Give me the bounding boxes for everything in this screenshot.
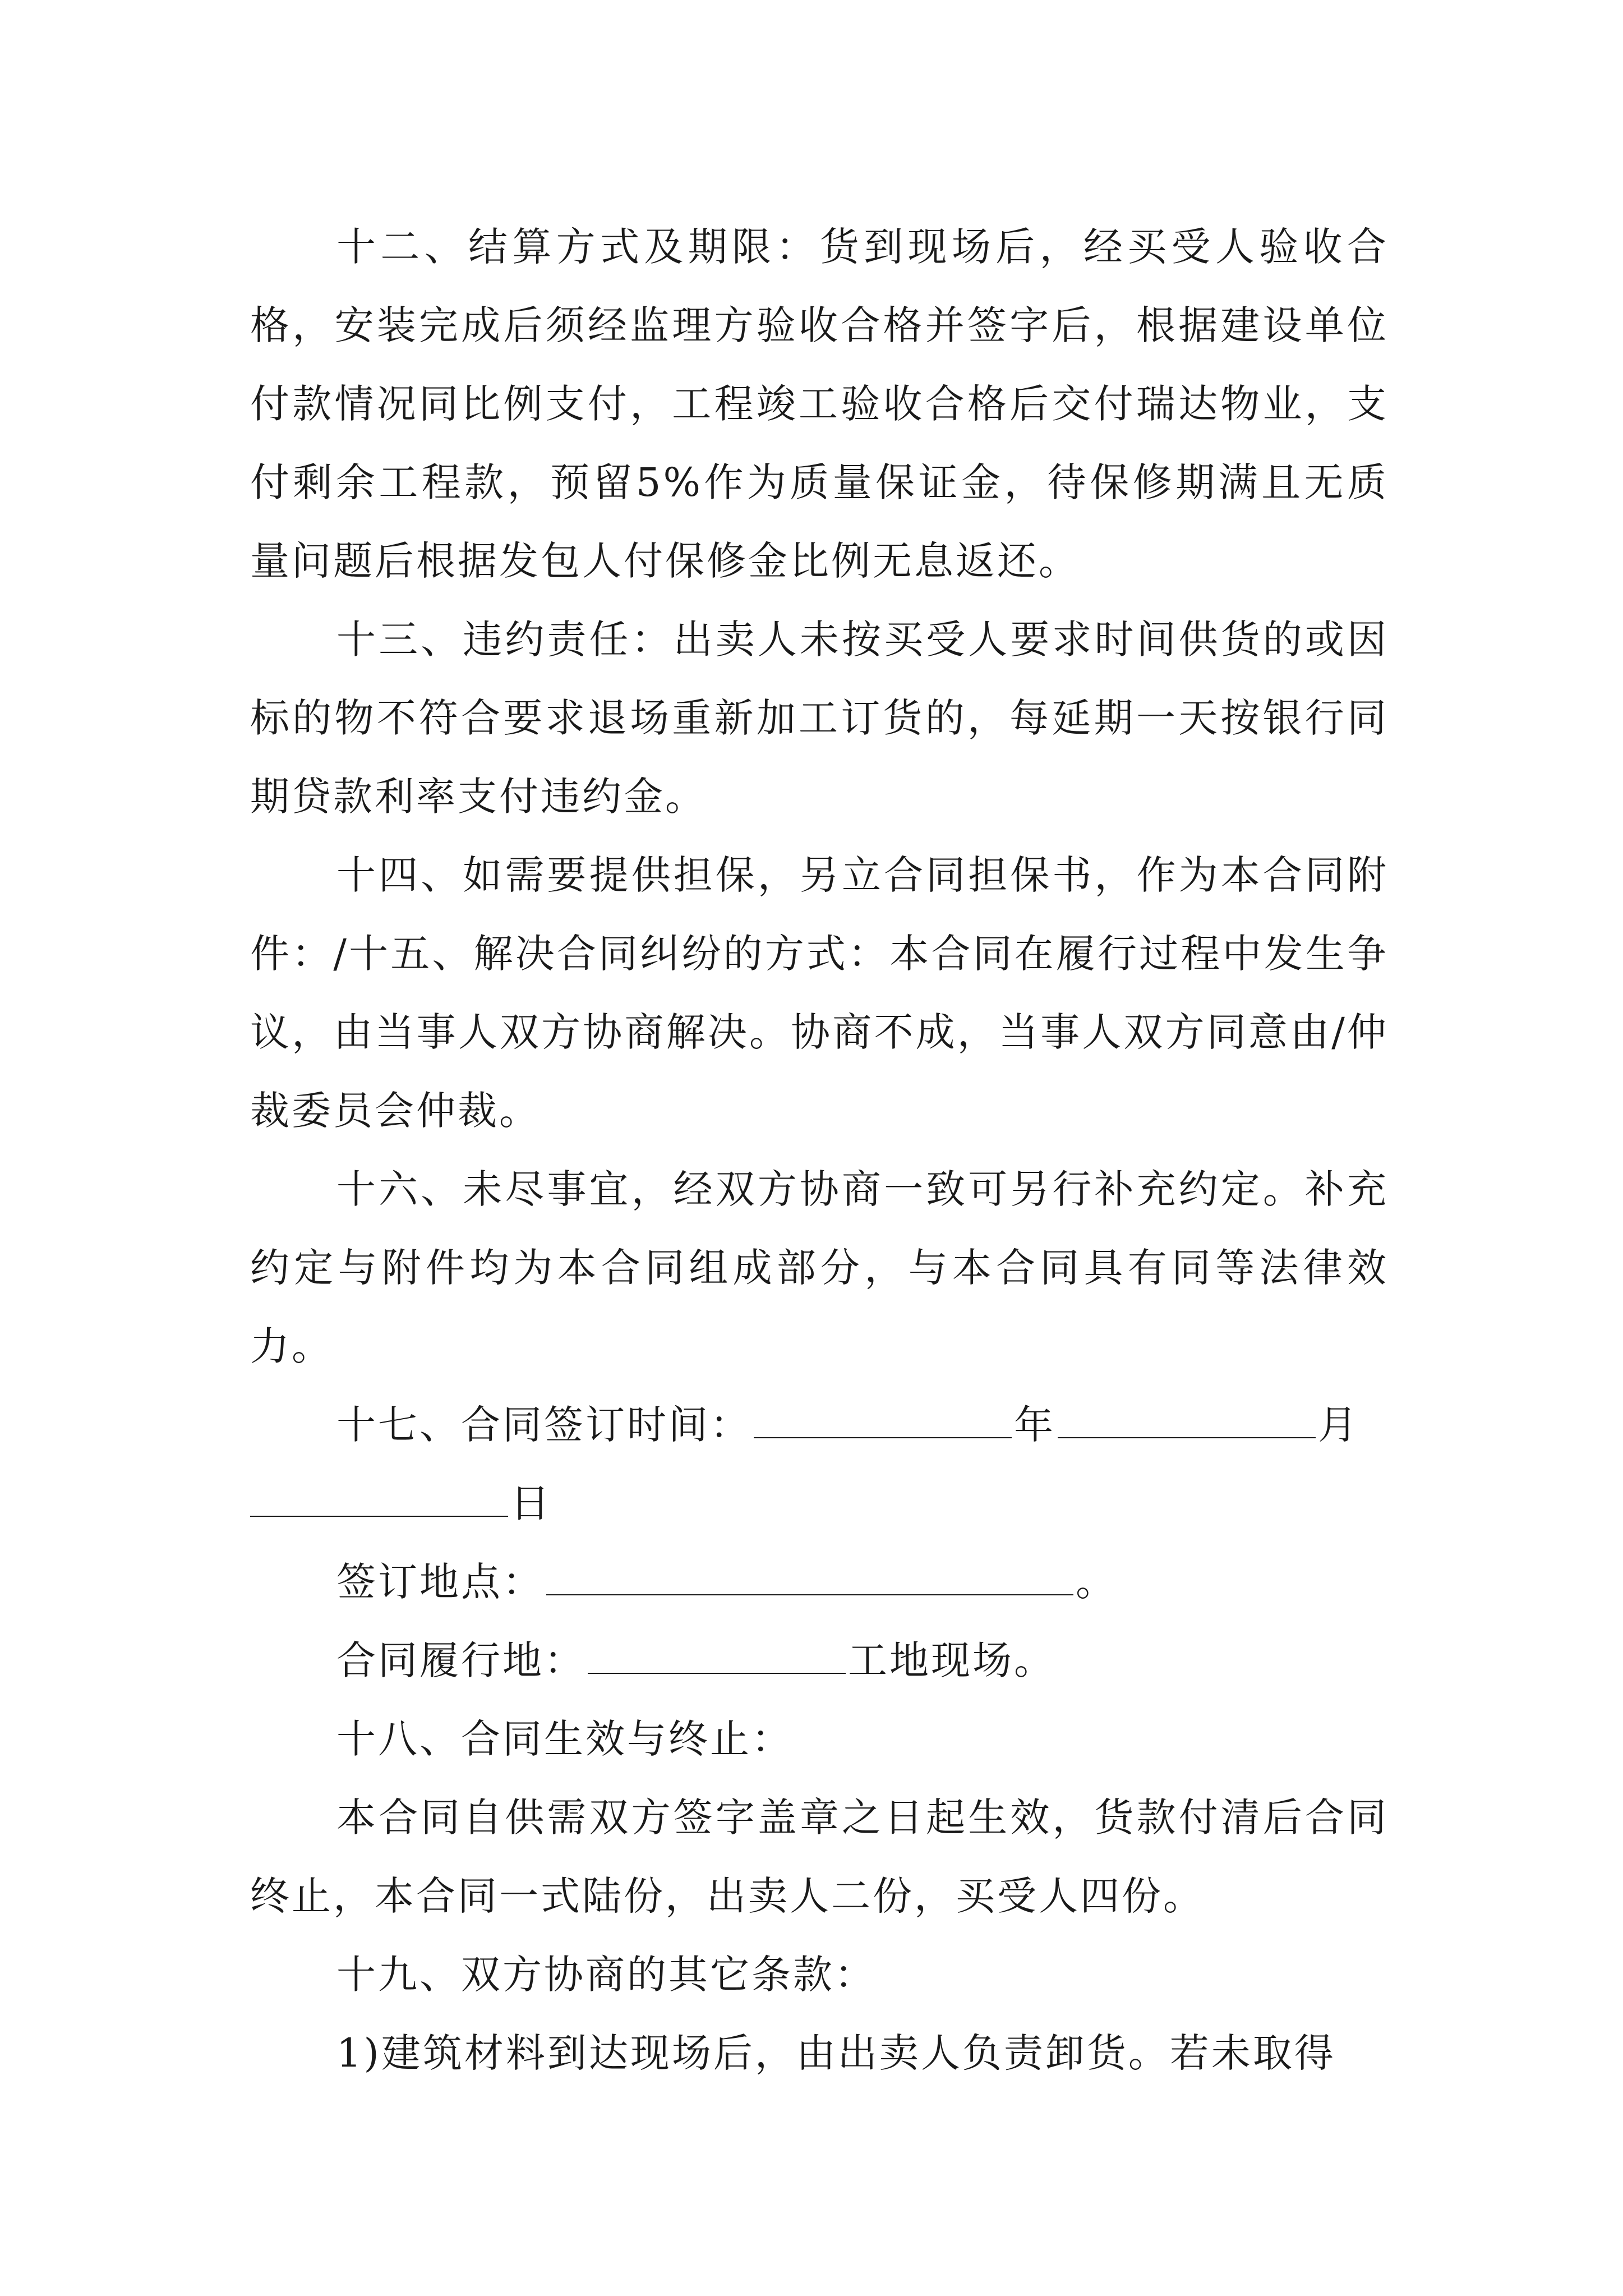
sign-place	[250, 1543, 1389, 1621]
perform-place-label: 合同履行地：	[336, 1637, 585, 1683]
perform-place-end: 工地现场。	[848, 1637, 1055, 1683]
clause-13: 十三、违约责任：出卖人未按买受人要求时间供货的或因标的物不符合要求退场重新加工订货的，每延期一天按银行同期贷款利率支付违约金。	[250, 616, 1389, 820]
year-label: 年	[1014, 1402, 1055, 1448]
clause-19-item-1: 1)建筑材料到达现场后，由出卖人负责卸货。若未取得	[336, 2030, 1336, 2076]
clause-17	[250, 1386, 1389, 1543]
sign-place-label: 签订地点：	[336, 1559, 544, 1605]
month-blank	[1058, 1404, 1316, 1438]
day-blank	[250, 1482, 508, 1517]
year-blank	[754, 1404, 1012, 1438]
document-body	[250, 208, 1389, 2092]
sign-date-label: 十七、合同签订时间：	[336, 1402, 751, 1448]
month-label: 月	[1318, 1402, 1359, 1448]
perform-place-blank	[588, 1639, 846, 1674]
clause-14-15: 十四、如需要提供担保，另立合同担保书，作为本合同附件：/十五、解决合同纠纷的方式：本合同在履行过程中发生争议，由当事人双方协商解决。协商不成，当事人双方同意由/仲裁委员会仲裁。	[250, 852, 1389, 1134]
clause-18-body: 本合同自供需双方签字盖章之日起生效，货款付清后合同终止，本合同一式陆份，出卖人二份，买受人四份。	[250, 1795, 1389, 1919]
perform-place	[250, 1621, 1389, 1700]
sign-place-blank	[546, 1561, 1073, 1595]
sign-place-end: 。	[1076, 1559, 1117, 1605]
clause-19-heading: 十九、双方协商的其它条款：	[336, 1952, 876, 1998]
day-line	[250, 1464, 1389, 1543]
clause-16: 十六、未尽事宜，经双方协商一致可另行补充约定。补充约定与附件均为本合同组成部分，与本合同具有同等法律效力。	[250, 1166, 1389, 1369]
day-label: 日	[510, 1480, 552, 1526]
clause-18-heading: 十八、合同生效与终止：	[336, 1716, 793, 1762]
clause-12: 十二、结算方式及期限：货到现场后，经买受人验收合格，安装完成后须经监理方验收合格并签字后，根据建设单位付款情况同比例支付，工程竣工验收合格后交付瑞达物业，支付剩余工程款，预留5%作为质量保证金，待保修期满且无质量问题后根据发包人付保修金比例无息返还。	[250, 224, 1389, 584]
